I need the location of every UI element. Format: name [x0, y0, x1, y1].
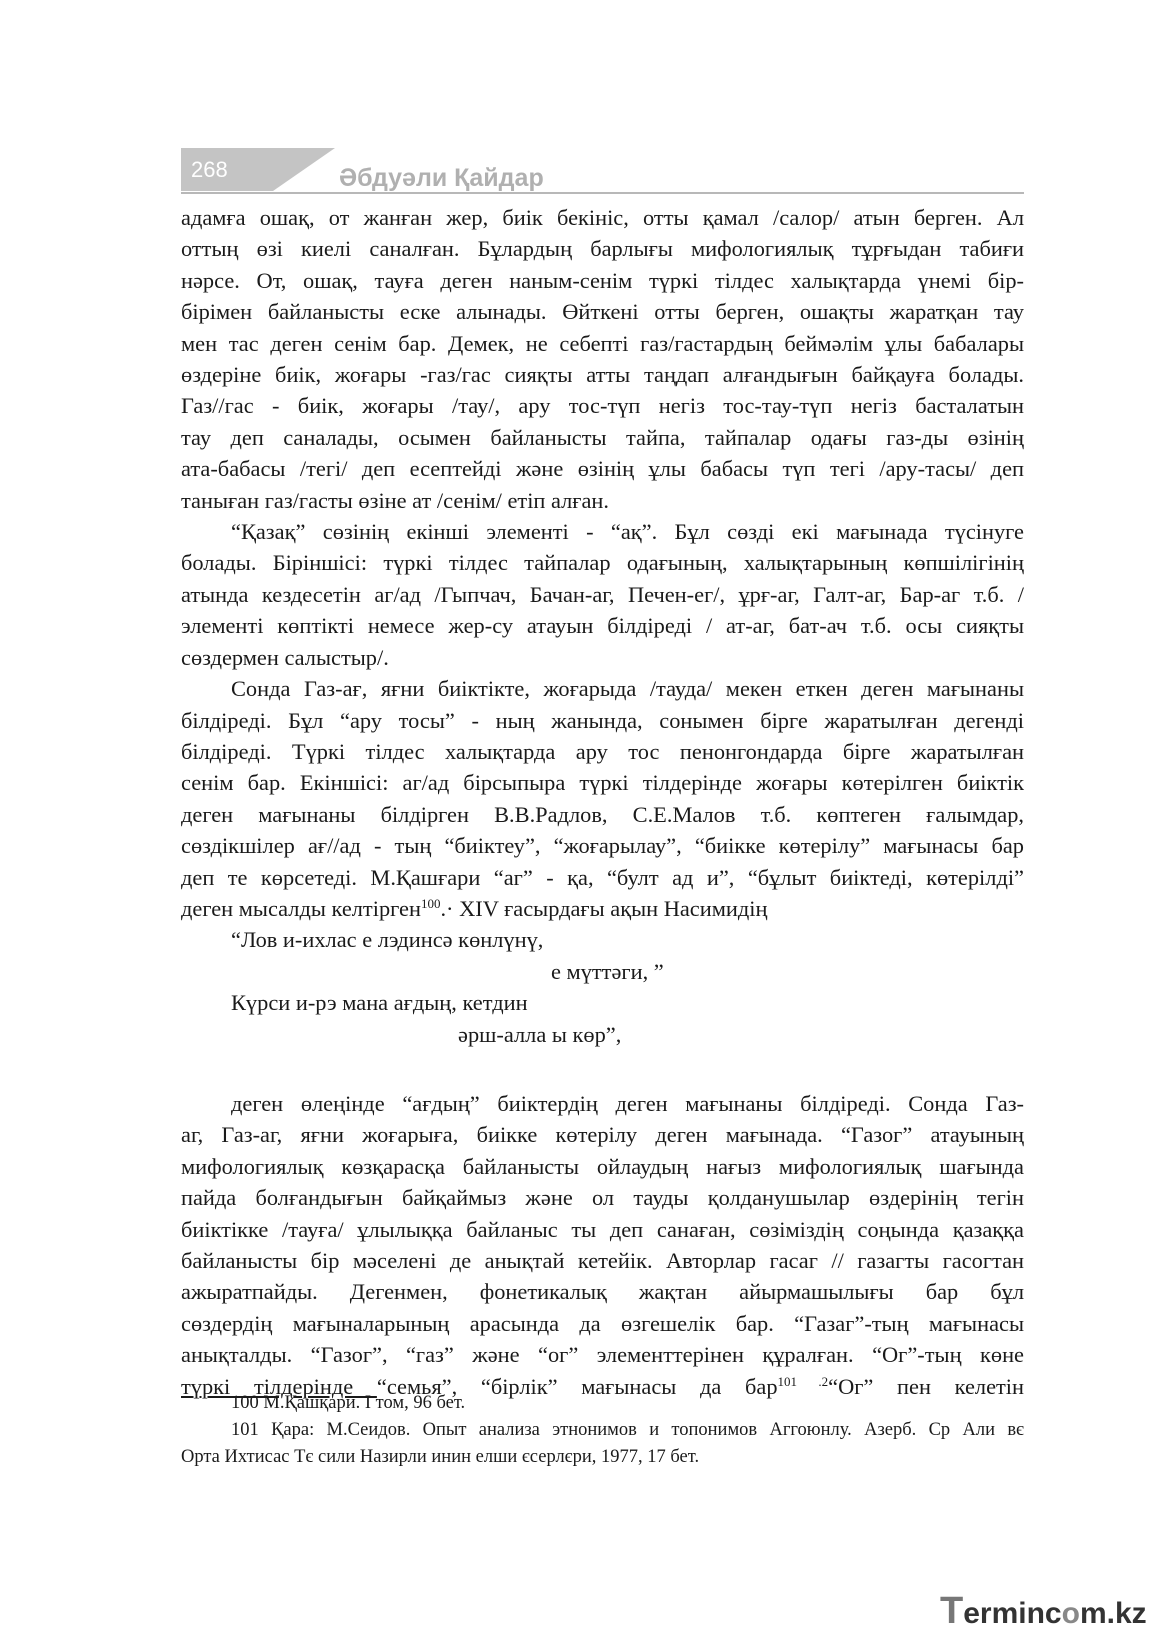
text-line: ата-бабасы /тегі/ деп есептейді және өзінің ұлы бабасы түп тегі /ару-тасы/ деп: [181, 456, 1024, 482]
logo-letter: T: [940, 1590, 964, 1632]
logo-o: o: [1061, 1597, 1080, 1630]
text-line: анықталды. “Газог”, “газ” және “ог” элементтерінен құралған. “Ог”-тың көне: [181, 1342, 1024, 1368]
text-line: білдіреді. Бұл “ару тосы” - ның жанында, сонымен бірге жаратылған дегенді: [181, 707, 1024, 733]
text-line: адамға ошақ, от жанған жер, биік бекініс, отты қамал /салор/ атын берген. Ал: [181, 205, 1024, 230]
text-line: білдіреді. Түркі тілдес халықтарда ару тос пенонгондарда бірге жаратылған: [181, 738, 1024, 764]
text-line: ажыратпайды. Дегенмен, фонетикалық жақтан айырмашылығы бар бұл: [181, 1279, 1024, 1305]
header-rule: [181, 192, 1024, 194]
text-fragment: “Ог” пен келетін: [828, 1373, 1025, 1399]
termincom-logo: [940, 1590, 1147, 1633]
text-fragment: деген мысалды келтірген: [181, 895, 421, 921]
footnote-ref-100: 100: [420, 895, 441, 911]
text-line: деп те көрсетеді. М.Қашғари “аг” - қа, “булт ад и”, “бұлыт биіктеді, көтерілді”: [181, 864, 1024, 890]
poem-quote: [181, 924, 1024, 1050]
text-fragment: .· XIV ғасырдағы ақын Насимидің: [440, 895, 768, 921]
text-line: таныған газ/гасты өзіне ат /сенім/ етіп алған.: [181, 487, 610, 513]
text-line: элементі көптікті немесе жер-су атауын білдіреді / ат-аг, бат-ач т.б. осы сияқты: [181, 613, 1024, 639]
footnote-101: 101 Қара: М.Сеидов. Опыт анализа этнонимов и топонимов Аггоюнлу. Азерб. Ср Али вє: [231, 1420, 1024, 1440]
footnote-101-cont: Орта Ихтисас Тє сили Назирли инин елши єсерлєри, 1977, 17 бет.: [181, 1447, 700, 1467]
running-head-author: Әбдуәли Қайдар: [339, 164, 544, 192]
poem-line: е мүттәги, ”: [551, 958, 664, 984]
header-tab-slope: [273, 148, 335, 191]
text-fragment: “семья”, “бірлік” мағынасы да бар: [376, 1373, 778, 1399]
text-line: оттың өзі киелі саналған. Бұлардың барлығы мифологиялық тұрғыдан табиғи: [181, 236, 1024, 262]
text-line: бірімен байланысты еске алынады. Өйткені отты берген, ошақты жаратқан тау: [181, 299, 1024, 325]
text-line: мен тас деген сенім бар. Демек, не себепті газ/гастардың беймәлім ұлы бабалары: [181, 330, 1024, 356]
text-line: болады. Біріншісі: түркі тілдес тайпалар одағының, халықтарының көпшілігінің: [181, 550, 1024, 576]
footnote-100: 100 М.Қашқари. І том, 96 бет.: [231, 1393, 466, 1413]
text-line: байланысты бір мәселені де анықтай кетейік. Авторлар гасаг // газагты гасогтан: [181, 1248, 1024, 1273]
paragraph-2: [181, 516, 1024, 673]
text-line: Сонда Газ-ағ, яғни биіктікте, жоғарыда /тауда/ мекен еткен деген мағынаны: [231, 676, 1024, 702]
underlined-text: түркі тілдерінде: [181, 1373, 377, 1399]
paragraph-3: [181, 673, 1024, 924]
page-number: 268: [181, 148, 273, 191]
text-line: [181, 893, 1024, 924]
text-line: деген мағынаны білдірген В.В.Радлов, С.Е.Малов т.б. көптеген ғалымдар,: [181, 801, 1024, 827]
text-line: мифологиялық көзқарасқа байланысты ойлаудың нағыз мифологиялық шағында: [181, 1153, 1024, 1179]
poem-line: “Лов и-ихлас е лэдинсә көнлүнү,: [231, 927, 544, 953]
text-line: аг, Газ-аг, яғни жоғарыға, биікке көтерілу деген мағынада. “Газог” атауының: [181, 1122, 1024, 1148]
text-line: сөздердің мағыналарының арасында да өзгешелік бар. “Газаг”-тың мағынасы: [181, 1310, 1024, 1336]
text-line: сөздікшілер ағ//ад - тың “биіктеу”, “жоғарылау”, “биікке көтерілу” мағынасы бар: [181, 833, 1024, 859]
text-line: Газ//гас - биік, жоғары /тау/, ару тос-түп негіз тос-тау-түп негіз басталатын: [181, 393, 1024, 419]
text-line: деген өлеңінде “ағдың” биіктердің деген мағынаны білдіреді. Сонда Газ-: [231, 1090, 1024, 1116]
text-line: пайда болғандығын байқаймыз және ол тауды қолданушылар өздерінің тегін: [181, 1185, 1024, 1211]
footnotes: [181, 1390, 1024, 1471]
logo-text: erminc: [963, 1597, 1062, 1630]
text-line: сенім бар. Екіншісі: аг/ад бірсыпыра түркі тілдерінде жоғары көтерілген биіктік: [181, 770, 1024, 796]
text-line: нәрсе. От, ошақ, тауға деген наным-сенім түркі тілдес халықтарда үнемі бір-: [181, 267, 1024, 293]
text-line: биіктікке /тауға/ ұлылыққа байланыс ты деп санаған, сөзіміздің соңында қазаққа: [181, 1216, 1024, 1242]
logo-text-end: m.kz: [1079, 1597, 1147, 1630]
text-line: сөздермен салыстыр/.: [181, 644, 389, 670]
spacer: [181, 1050, 1024, 1088]
paragraph-4: [181, 1088, 1024, 1402]
footnote-ref-101: 101 .2: [777, 1373, 829, 1389]
body-text: [181, 202, 1024, 1402]
paragraph-1: [181, 202, 1024, 516]
text-line: тау деп саналады, осымен байланысты тайпа, тайпалар одағы газ-ды өзінің: [181, 424, 1024, 450]
text-line: өздеріне биік, жоғары -газ/гас сияқты атты таңдап алғандығын байқауға болады.: [181, 362, 1024, 388]
text-line: атында кездесетін аг/ад /Гыпчач, Бачан-аг, Печен-ег/, ұрғ-аг, Галт-аг, Бар-аг т.б. /: [181, 581, 1024, 607]
text-line: “Қазақ” сөзінің екінші элементі - “ақ”. Бұл сөзді екі мағынада түсінуге: [231, 519, 1024, 545]
page-header: [181, 148, 1024, 196]
poem-line: әрш-алла ы көр”,: [458, 1021, 622, 1047]
poem-line: Күрси и-рэ мана ағдың, кетдин: [231, 990, 528, 1016]
